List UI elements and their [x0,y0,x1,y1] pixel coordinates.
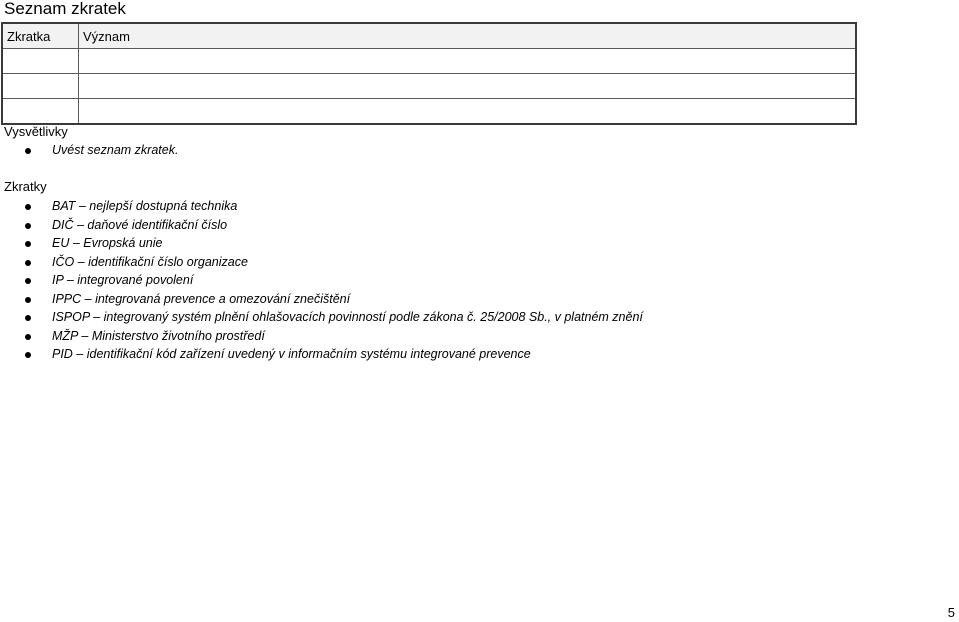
abbreviations-heading: Zkratky [4,179,47,194]
list-item-text: BAT – nejlepší dostupná technika [52,199,238,213]
list-item-text: Uvést seznam zkratek. [52,143,179,157]
list-item [0,216,643,235]
bullet-icon [25,241,31,247]
list-item-text: MŽP – Ministerstvo životního prostředí [52,328,265,343]
table-row [2,49,856,74]
list-item [0,290,643,309]
table-cell[interactable] [79,74,857,99]
table-cell[interactable] [2,74,79,99]
list-item [0,345,643,364]
list-item-text: DIČ – daňové identifikační číslo [52,217,228,232]
list-item-text: PID – identifikační kód zařízení uvedený v informačním systému integrované prevence [52,347,531,361]
list-item-text: IČO – identifikační číslo organizace [52,254,248,269]
abbreviation-table [1,22,857,125]
bullet-icon [25,334,31,340]
bullet-icon [25,260,31,266]
list-item [0,234,643,253]
table-header-row [2,23,856,49]
column-header-abbreviation: Zkratka [2,23,79,49]
table-cell[interactable] [79,99,857,125]
list-item-text: ISPOP – integrovaný systém plnění ohlašovacích povinností podle zákona č. 25/2008 Sb., v platném znění [52,310,643,324]
table-cell[interactable] [2,99,79,125]
table-cell[interactable] [79,49,857,74]
list-item [0,327,643,346]
bullet-icon [25,352,31,358]
list-item-text: IP – integrované povolení [52,273,194,287]
bullet-icon [25,297,31,303]
bullet-icon [25,278,31,284]
bullet-icon [25,204,31,210]
page-number: 5 [947,605,955,620]
list-item-text: EU – Evropská unie [52,236,163,250]
list-item [0,197,643,216]
page-title: Seznam zkratek [4,0,126,18]
column-header-meaning: Význam [79,23,857,49]
list-item [0,253,643,272]
table-cell[interactable] [2,49,79,74]
bullet-icon [25,148,31,154]
bullet-icon [25,315,31,321]
legend-list [0,141,178,160]
table-row [2,74,856,99]
legend-heading: Vysvětlivky [4,124,68,139]
list-item [0,271,643,290]
abbreviations-list [0,197,643,364]
table-row [2,99,856,125]
bullet-icon [25,223,31,229]
list-item-text: IPPC – integrovaná prevence a omezování znečištění [52,291,351,306]
list-item [0,308,643,327]
list-item [0,141,178,160]
